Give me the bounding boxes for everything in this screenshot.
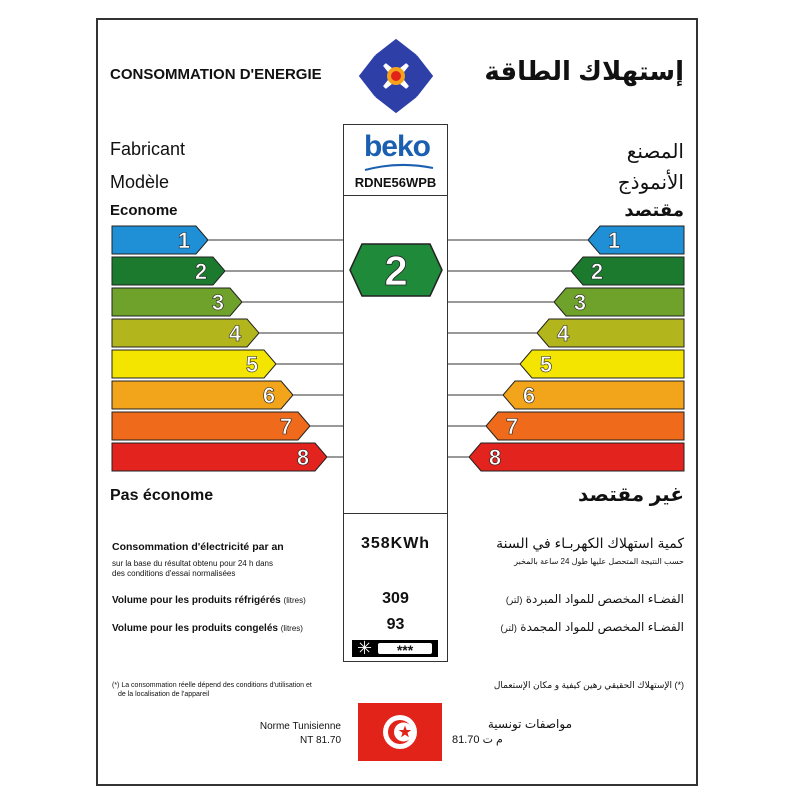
- consumption-note-fr-2: des conditions d'essai normalisées: [112, 569, 236, 578]
- energy-bar-left-1: [112, 226, 208, 254]
- freezer-volume-value: 93: [386, 616, 405, 633]
- manufacturer-label-ar: المصنع: [626, 141, 684, 163]
- consumption-note-ar: حسب النتيجة المتحصل عليها طول 24 ساعة بالمخبر: [514, 557, 684, 566]
- model-value: RDNE56WPB: [354, 175, 437, 190]
- energy-bar-label-left: 2: [194, 259, 208, 284]
- consumption-value: 358KWh: [360, 535, 431, 552]
- energy-bar-left-2: [112, 257, 225, 285]
- star-rating-value: ***: [378, 643, 432, 654]
- freezer-star-rating: [352, 640, 438, 657]
- energy-bar-label-left: 8: [296, 445, 310, 470]
- fridge-volume-label-ar: الفضـاء المخصص للمواد المبردة (لتر): [505, 592, 684, 606]
- freezer-volume-label-fr: Volume pour les produits congelés (litres): [112, 623, 303, 634]
- energy-bar-label-right: 2: [590, 259, 604, 284]
- norm-ar-1: مواصفات تونسية: [487, 717, 572, 731]
- energy-bar-label-left: 3: [211, 290, 225, 315]
- title-fr: CONSOMMATION D'ENERGIE: [110, 66, 322, 83]
- norm-ar-2: م ت 81.70: [452, 734, 503, 746]
- consumption-note-fr-1: sur la base du résultat obtenu pour 24 h dans: [112, 559, 273, 568]
- divider: [343, 513, 448, 514]
- energy-bar-label-left: 7: [279, 414, 293, 439]
- scale-top-ar: مقتصد: [624, 200, 684, 220]
- footnote-fr-2: de la localisation de l'appareil: [118, 691, 210, 698]
- fridge-volume-value: 309: [382, 590, 409, 607]
- model-label-ar: الأنموذج: [617, 172, 684, 194]
- current-class-label: 2: [384, 247, 408, 294]
- title-ar: إستهلاك الطاقة: [484, 56, 684, 86]
- energy-bar-label-right: 6: [522, 383, 536, 408]
- energy-bar-label-right: 7: [505, 414, 519, 439]
- tunisia-flag-icon: [358, 703, 442, 761]
- energy-bar-label-left: 5: [245, 352, 259, 377]
- brand-logo: beko: [363, 130, 431, 163]
- scale-bottom-fr: Pas économe: [110, 487, 214, 504]
- energy-bar-left-8: [112, 443, 327, 471]
- fridge-volume-label-fr: Volume pour les produits réfrigérés (litres): [112, 595, 306, 606]
- energy-bar-right-2: [571, 257, 684, 285]
- consumption-label-ar: كمية استهلاك الكهربـاء في السنة: [496, 535, 684, 551]
- energy-bar-label-right: 1: [607, 228, 621, 253]
- footnote-ar: (*) الإستهلاك الحقيقي رهين كيفية و مكان الإستعمال: [493, 680, 684, 690]
- energy-bar-label-right: 5: [539, 352, 553, 377]
- energy-bar-label-left: 1: [177, 228, 191, 253]
- energy-bar-label-right: 4: [556, 321, 570, 346]
- footnote-fr-1: (*) La consommation réelle dépend des conditions d'utilisation et: [112, 682, 312, 689]
- model-label-fr: Modèle: [110, 172, 170, 192]
- energy-bar-label-right: 3: [573, 290, 587, 315]
- snowflake-icon: ✳: [357, 638, 373, 658]
- energy-bar-right-8: [469, 443, 684, 471]
- norm-fr-1: Norme Tunisienne: [259, 721, 341, 732]
- energy-bar-right-1: [588, 226, 684, 254]
- norm-fr-2: NT 81.70: [300, 735, 341, 746]
- energy-bar-label-left: 4: [228, 321, 242, 346]
- freezer-volume-label-ar: الفضـاء المخصص للمواد المجمدة (لتر): [500, 620, 684, 634]
- scale-top-fr: Econome: [110, 202, 178, 219]
- energy-bar-label-left: 6: [262, 383, 276, 408]
- manufacturer-label-fr: Fabricant: [110, 139, 186, 159]
- energy-bar-label-right: 8: [488, 445, 502, 470]
- consumption-label-fr: Consommation d'électricité par an: [112, 541, 284, 553]
- scale-bottom-ar: غير مقتصد: [577, 484, 684, 506]
